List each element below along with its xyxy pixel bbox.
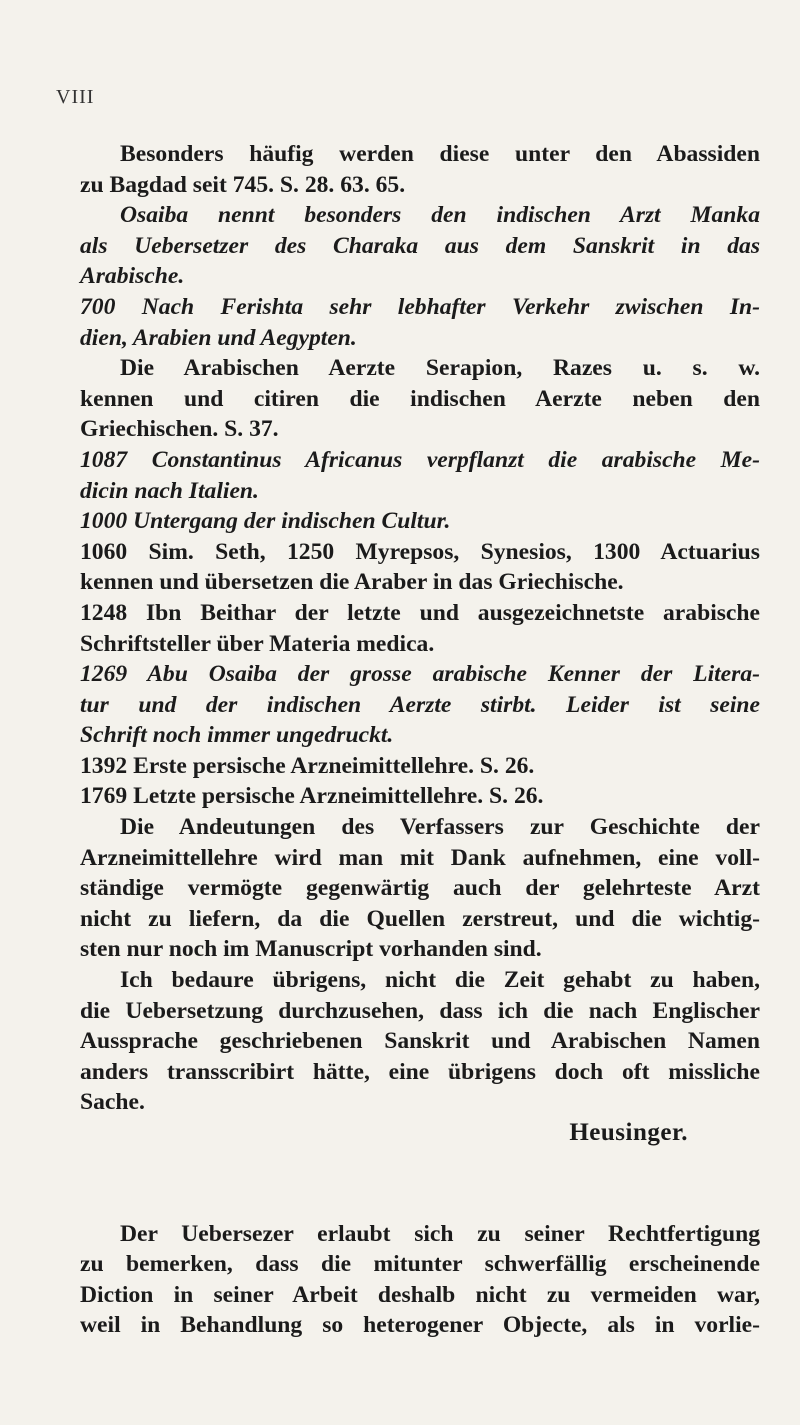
signature: Heusinger. [569, 1119, 688, 1146]
page-number: VIII [56, 86, 95, 108]
text-line: 700 Nach Ferishta sehr lebhafter Verkehr zwischen In- [80, 293, 760, 320]
text-line: 1248 Ibn Beithar der letzte und ausgezeichnetste arabische [80, 599, 760, 626]
text-line: Sache. [80, 1089, 145, 1116]
text-line: die Uebersetzung durchzusehen, dass ich die nach Englischer [80, 997, 760, 1024]
text-line: kennen und übersetzen die Araber in das Griechische. [80, 569, 624, 596]
text-line: Die Arabischen Aerzte Serapion, Razes u. s. w. [120, 355, 760, 382]
text-line: Osaiba nennt besonders den indischen Arzt Manka [120, 202, 760, 229]
text-line: Der Uebersezer erlaubt sich zu seiner Rechtfertigung [120, 1220, 760, 1247]
text-line: 1000 Untergang der indischen Cultur. [80, 508, 451, 535]
text-line: ständige vermögte gegenwärtig auch der gelehrteste Arzt [80, 875, 760, 902]
text-line: anders transscribirt hätte, eine übrigens doch oft missliche [80, 1058, 760, 1085]
text-line: Aussprache geschriebenen Sanskrit und Arabischen Namen [80, 1028, 760, 1055]
text-line: 1392 Erste persische Arzneimittellehre. S. 26. [80, 752, 535, 779]
text-line: kennen und citiren die indischen Aerzte neben den [80, 385, 760, 412]
text-line: tur und der indischen Aerzte stirbt. Leider ist seine [80, 691, 760, 718]
text-line: Griechischen. S. 37. [80, 416, 279, 443]
text-line: 1060 Sim. Seth, 1250 Myrepsos, Synesios, 1300 Actuarius [80, 538, 760, 565]
text-line: Schriftsteller über Materia medica. [80, 630, 435, 657]
text-line: zu bemerken, dass die mitunter schwerfällig erscheinende [80, 1251, 760, 1278]
text-line: Die Andeutungen des Verfassers zur Geschichte der [120, 814, 760, 841]
text-line: zu Bagdad seit 745. S. 28. 63. 65. [80, 171, 406, 198]
text-line: nicht zu liefern, da die Quellen zerstreut, und die wichtig- [80, 905, 760, 932]
text-line: weil in Behandlung so heterogener Objecte, als in vorlie- [80, 1312, 760, 1339]
text-line: Arzneimittellehre wird man mit Dank aufnehmen, eine voll- [80, 844, 760, 871]
page-body [80, 139, 760, 1341]
text-line: sten nur noch im Manuscript vorhanden sind. [80, 936, 542, 963]
text-line: 1269 Abu Osaiba der grosse arabische Kenner der Litera- [80, 661, 760, 688]
text-line: Schrift noch immer ungedruckt. [80, 722, 394, 749]
text-line: Ich bedaure übrigens, nicht die Zeit gehabt zu haben, [120, 967, 760, 994]
text-line: 1769 Letzte persische Arzneimittellehre. S. 26. [80, 783, 544, 810]
text-line: Arabische. [80, 263, 185, 290]
text-line: Besonders häufig werden diese unter den Abassiden [120, 141, 760, 167]
text-line: Diction in seiner Arbeit deshalb nicht zu vermeiden war, [80, 1281, 760, 1308]
text-line: 1087 Constantinus Africanus verpflanzt die arabische Me- [80, 446, 760, 473]
text-line: dicin nach Italien. [80, 477, 259, 504]
text-line: dien, Arabien und Aegypten. [80, 324, 357, 351]
text-line: als Uebersetzer des Charaka aus dem Sanskrit in das [80, 232, 760, 259]
